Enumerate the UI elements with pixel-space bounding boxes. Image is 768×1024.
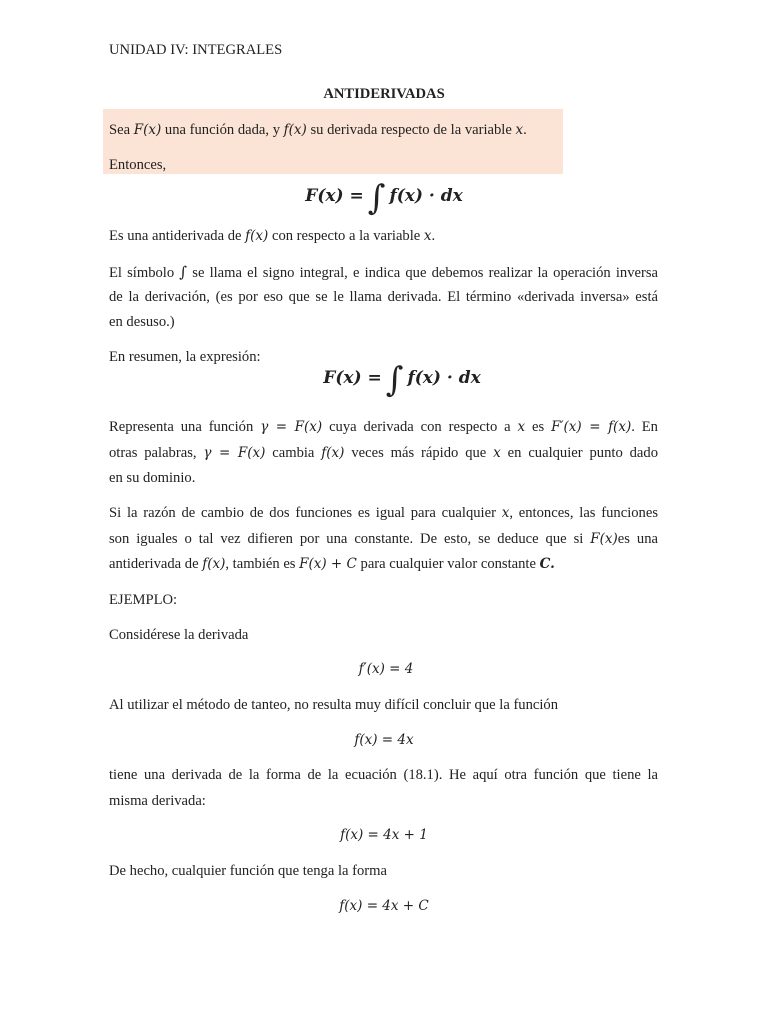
paragraph-4-line-1: Representa una función γ = F(x) cuya derivada con respecto a x es F′(x) = f(x). En	[109, 419, 658, 435]
page-title: ANTIDERIVADAS	[323, 86, 445, 102]
equation-4: f(x) = 4x + C	[339, 898, 429, 914]
example-heading: EJEMPLO:	[109, 592, 178, 608]
paragraph-5-line-2: son iguales o tal vez difieren por una constante. De esto, se deduce que si F(x)es una	[109, 531, 658, 547]
definition-highlight	[103, 109, 563, 174]
equation-3: f(x) = 4x + 1	[340, 827, 428, 843]
paragraph-6: Considérese la derivada	[109, 627, 249, 643]
integral-sign: ∫	[367, 178, 386, 218]
paragraph-7: Al utilizar el método de tanteo, no resulta muy difícil concluir que la función	[109, 697, 559, 713]
paragraph-1: Es una antiderivada de f(x) con respecto a la variable x.	[109, 228, 436, 244]
integral-sign-2: ∫	[385, 360, 404, 400]
paragraph-8-line-1: tiene una derivada de la forma de la ecuación (18.1). He aquí otra función que tiene la	[109, 767, 658, 783]
paragraph-4-line-2: otras palabras, γ = F(x) cambia f(x) veces más rápido que x en cualquier punto dado	[109, 445, 659, 461]
unit-header: UNIDAD IV: INTEGRALES	[109, 42, 283, 58]
paragraph-4-line-3: en su dominio.	[109, 470, 196, 486]
paragraph-2-line-2: de la derivación, (es por eso que se le llama derivada. El término «derivada inversa» está	[109, 289, 658, 305]
paragraph-5-line-3: antiderivada de f(x), también es F(x) + C para cualquier valor constante C.	[109, 556, 555, 572]
definition-line-1: Sea F(x) una función dada, y f(x) su derivada respecto de la variable x.	[109, 122, 527, 138]
paragraph-8-line-2: misma derivada:	[109, 793, 206, 809]
equation-1: f′(x) = 4	[358, 661, 414, 677]
paragraph-9: De hecho, cualquier función que tenga la forma	[109, 863, 387, 879]
paragraph-3: En resumen, la expresión:	[109, 349, 261, 365]
integral-symbol: ∫	[179, 263, 188, 281]
paragraph-5-line-1: Si la razón de cambio de dos funciones es igual para cualquier x, entonces, las funciones	[109, 505, 658, 521]
paragraph-2-line-3: en desuso.)	[109, 314, 175, 330]
formula-antiderivative: F(x) = ∫ f(x) · dx	[305, 178, 463, 218]
equation-2: f(x) = 4x	[354, 732, 414, 748]
formula-expression: F(x) = ∫ f(x) · dx	[323, 360, 481, 400]
paragraph-2-line-1: El símbolo ∫ se llama el signo integral, e indica que debemos realizar la operación inversa	[109, 263, 658, 281]
definition-line-2: Entonces,	[109, 157, 167, 173]
